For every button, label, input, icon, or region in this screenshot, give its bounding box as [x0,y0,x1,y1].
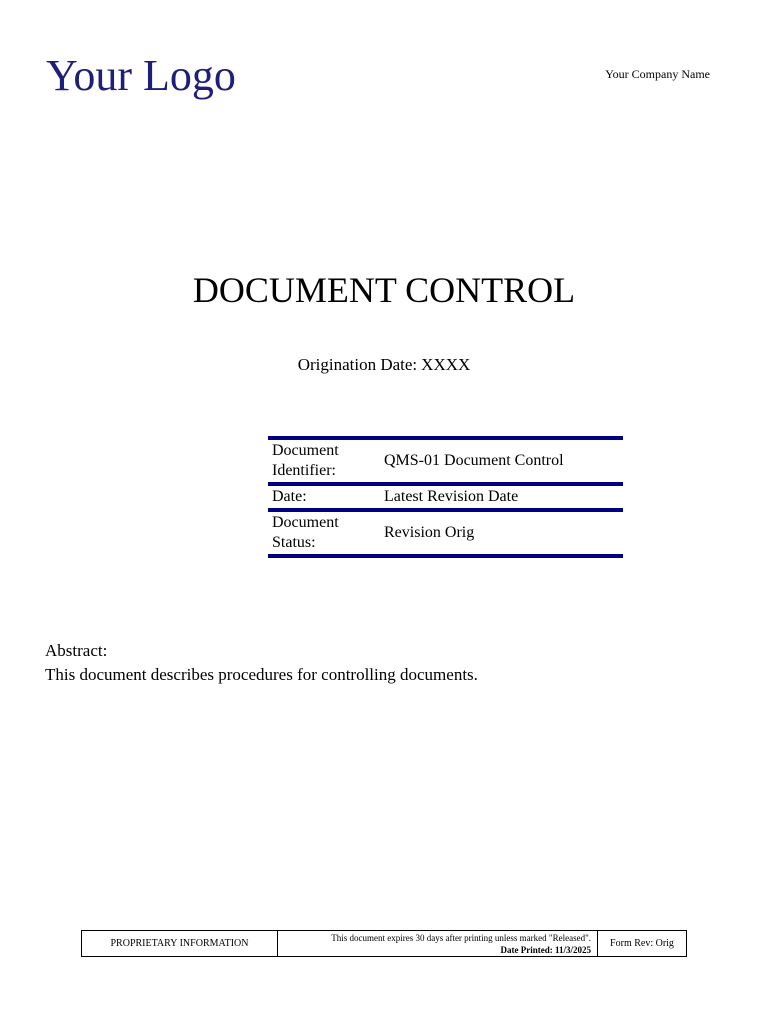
footer-proprietary: PROPRIETARY INFORMATION [82,931,278,956]
company-name: Your Company Name [605,67,710,81]
info-value: Latest Revision Date [384,488,519,505]
footer-form-rev: Form Rev: Orig [610,938,674,949]
info-value: Revision Orig [384,524,475,541]
document-info-table [268,436,623,558]
page-footer [81,930,687,957]
abstract-heading: Abstract: [45,641,108,660]
abstract-section [45,639,478,687]
footer-date-printed: Date Printed: 11/3/2025 [500,944,591,955]
info-row-identifier [268,440,623,486]
company-logo: Your Logo [46,51,236,100]
origination-date-label: Origination Date: [297,355,418,374]
info-row-date [268,486,623,512]
abstract-text: This document describes procedures for controlling documents. [45,665,478,684]
footer-notice [278,931,598,956]
origination-date-value: XXXX [421,355,471,374]
footer-expiry-notice: This document expires 30 days after printing unless marked "Released". [331,932,591,943]
info-row-status [268,512,623,558]
document-title: DOCUMENT CONTROL [192,270,576,310]
origination-date [0,354,768,376]
info-label: Document Identifier: [272,442,339,479]
info-label: Document Status: [272,514,339,551]
info-label: Date: [272,488,307,505]
info-value: QMS-01 Document Control [384,452,564,469]
